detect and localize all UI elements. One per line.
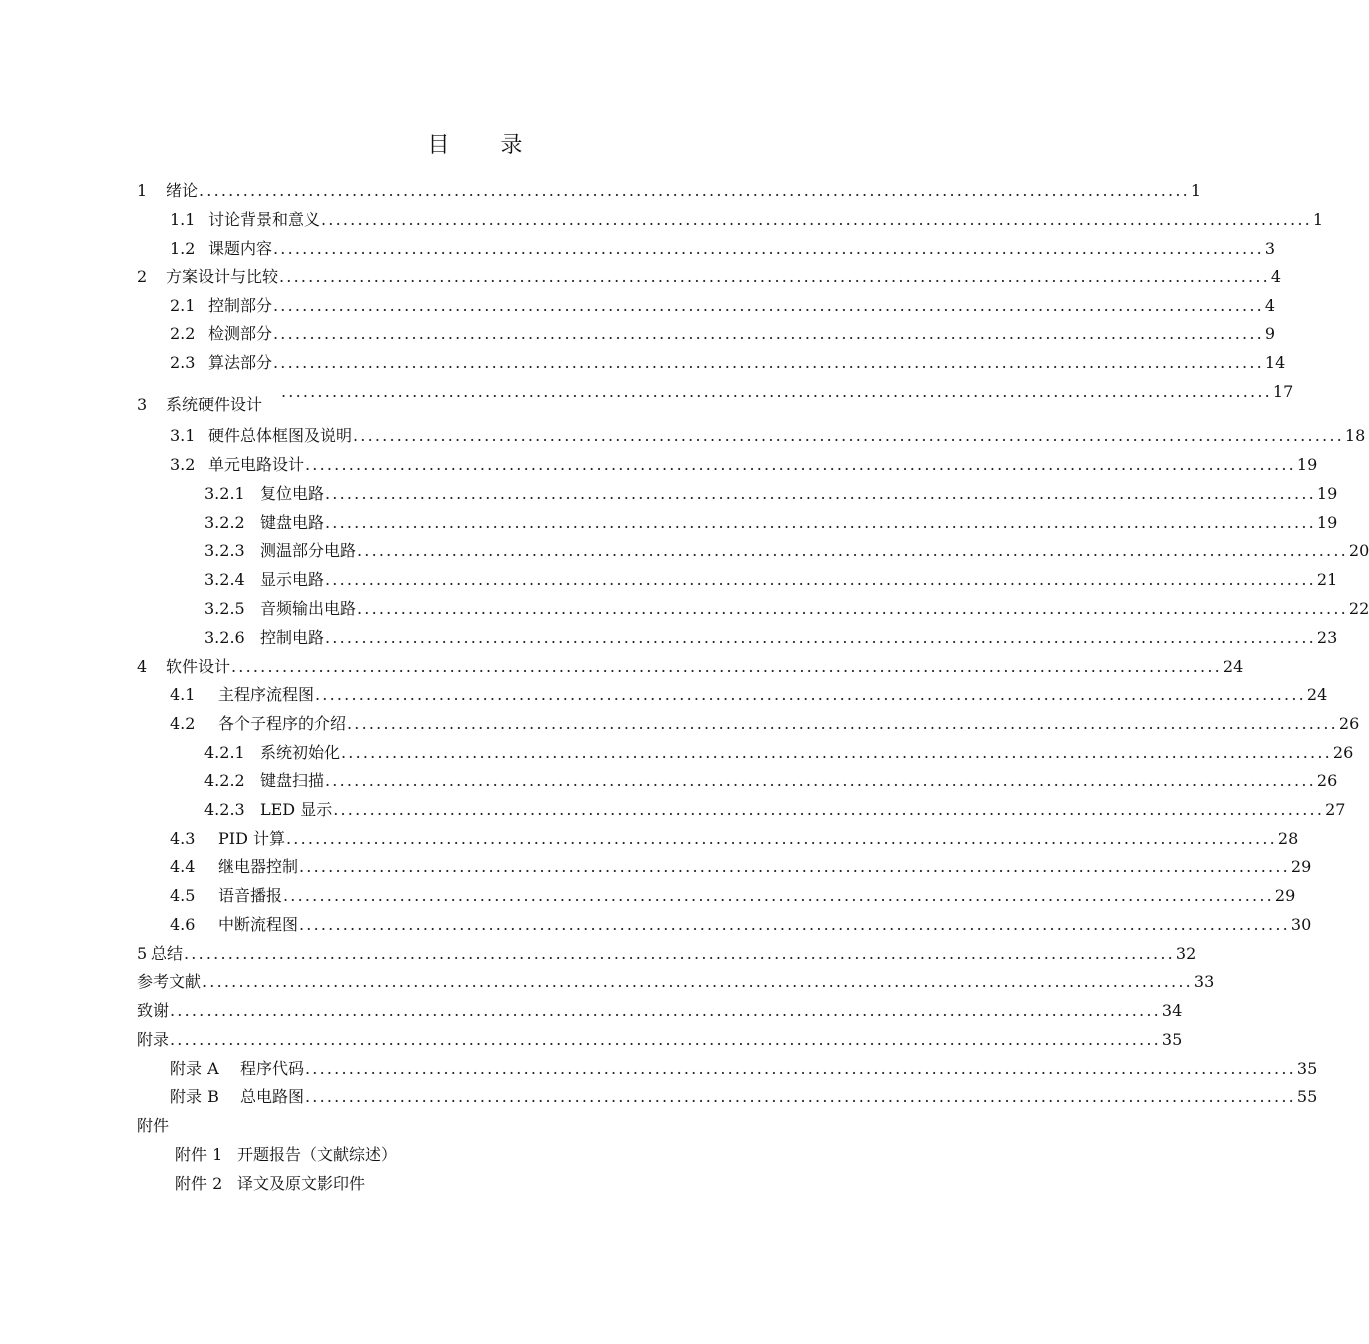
toc-entry-number: 2.3 xyxy=(170,353,196,372)
toc-entry-page: 19 xyxy=(1316,513,1338,532)
toc-entry-text: 课题内容 xyxy=(208,239,273,258)
toc-entry-page: 32 xyxy=(1175,944,1197,963)
toc-entry-text: 程序代码 xyxy=(240,1059,305,1078)
toc-entry-number: 4.2.2 xyxy=(204,771,245,790)
toc-entry xyxy=(170,857,1312,877)
toc-entry-page: 33 xyxy=(1193,972,1215,991)
toc-entry xyxy=(170,353,1286,373)
toc-leader-dots: ........................................................................................................................................ xyxy=(184,944,1175,963)
toc-entry-label xyxy=(204,599,356,619)
attachment-number: 附件 1 xyxy=(175,1145,223,1164)
toc-entry xyxy=(170,1087,1318,1107)
attachment-text: 开题报告（文献综述） xyxy=(237,1145,398,1164)
toc-entry-page: 19 xyxy=(1296,455,1318,474)
toc-entry xyxy=(137,972,1215,992)
toc-entry-label xyxy=(137,181,198,201)
toc-leader-dots: ........................................................................................................................................ xyxy=(273,324,1264,343)
attachment-item xyxy=(175,1174,365,1194)
toc-entry-number: 3.2 xyxy=(170,455,196,474)
toc-entry-page: 26 xyxy=(1332,743,1354,762)
toc-entry xyxy=(137,267,1282,287)
toc-leader-dots: ........................................................................................................................................ xyxy=(325,513,1316,532)
toc-entry-page: 9 xyxy=(1264,324,1276,343)
toc-entry-text: 系统硬件设计 xyxy=(166,395,263,414)
toc-leader-dots: ........................................................................................................................................ xyxy=(333,800,1325,819)
toc-leader-dots: ........................................................................................................................................ xyxy=(325,484,1316,503)
toc-entry-text: 总电路图 xyxy=(240,1087,305,1106)
toc-entry-text: 致谢 xyxy=(137,1001,170,1020)
toc-entry-text: 显示电路 xyxy=(260,570,325,589)
toc-entry-label xyxy=(204,628,324,648)
toc-entry-page: 35 xyxy=(1161,1030,1183,1049)
toc-entry-text: 方案设计与比较 xyxy=(166,267,279,286)
toc-entry-page: 21 xyxy=(1316,570,1338,589)
toc-entry-number: 4.4 xyxy=(170,857,196,876)
toc-leader-dots: ........................................................................................................................................ xyxy=(305,1059,1296,1078)
toc-entry xyxy=(137,1030,1183,1050)
toc-entry xyxy=(170,210,1324,230)
toc-entry-text: 检测部分 xyxy=(208,324,273,343)
toc-entry-label xyxy=(170,324,272,344)
toc-entry-number: 4.2.1 xyxy=(204,743,245,762)
toc-entry-label xyxy=(170,829,285,849)
toc-entry-number: 1.2 xyxy=(170,239,196,258)
toc-entry-text: 主程序流程图 xyxy=(218,685,315,704)
toc-entry-label xyxy=(204,743,340,763)
toc-entry-number: 4.6 xyxy=(170,915,196,934)
toc-entry-page: 4 xyxy=(1264,296,1276,315)
toc-entry xyxy=(204,570,1338,590)
toc-entry-number: 4.5 xyxy=(170,886,196,905)
toc-leader-dots: ........................................................................................................................................ xyxy=(273,296,1264,315)
toc-entry-page: 27 xyxy=(1325,800,1346,819)
toc-entry-label xyxy=(204,484,324,504)
toc-entry xyxy=(137,944,1197,964)
toc-leader-dots: ........................................................................................................................................ xyxy=(325,771,1316,790)
toc-entry-text: 硬件总体框图及说明 xyxy=(208,426,353,445)
toc-entry-label xyxy=(170,915,298,935)
toc-entry-page: 30 xyxy=(1290,915,1312,934)
toc-leader-dots: ........................................................................................................................................ xyxy=(325,570,1316,589)
toc-leader-dots: ........................................................................................................................................ xyxy=(279,267,1270,286)
toc-entry-number: 4.3 xyxy=(170,829,196,848)
toc-leader-dots: ........................................................................................................................................ xyxy=(325,628,1316,647)
toc-leader-dots: ........................................................................................................................................ xyxy=(231,657,1222,676)
toc-entry-label xyxy=(137,972,201,992)
toc-entry xyxy=(170,426,1366,446)
toc-entry-text: 附录 xyxy=(137,1030,170,1049)
toc-leader-dots: ........................................................................................................................................ xyxy=(170,1001,1161,1020)
toc-entry-label xyxy=(137,944,183,964)
toc-entry-page: 24 xyxy=(1222,657,1244,676)
toc-leader-dots: ........................................................................................................................................ xyxy=(286,829,1277,848)
toc-entry-label xyxy=(170,455,304,475)
toc-entry-text: 音频输出电路 xyxy=(260,599,357,618)
toc-leader-dots: ........................................................................................................................................ xyxy=(305,1087,1296,1106)
toc-entry-number: 2.2 xyxy=(170,324,196,343)
toc-entry-number: 1.1 xyxy=(170,210,196,229)
toc-entry-label xyxy=(170,714,346,734)
toc-entry-number: 3.2.4 xyxy=(204,570,245,589)
toc-entry-label xyxy=(170,210,320,230)
toc-entry-text: 算法部分 xyxy=(208,353,273,372)
toc-entry xyxy=(170,296,1276,316)
toc-entry-label xyxy=(204,771,324,791)
toc-entry-number: 2 xyxy=(137,267,148,286)
toc-entry-label xyxy=(170,239,272,259)
toc-entry-number: 2.1 xyxy=(170,296,196,315)
toc-leader-dots: ........................................................................................................................................ xyxy=(305,455,1296,474)
attachment-text: 译文及原文影印件 xyxy=(237,1174,366,1193)
toc-entry-page: 1 xyxy=(1312,210,1324,229)
toc-entry-page: 17 xyxy=(1272,382,1294,401)
toc-leader-dots: ........................................................................................................................................ xyxy=(353,426,1344,445)
toc-entry-label xyxy=(137,1001,169,1021)
toc-entry xyxy=(170,455,1318,475)
toc-entry-number: 4 xyxy=(137,657,148,676)
toc-entry xyxy=(137,181,1202,201)
toc-entry xyxy=(204,541,1369,561)
toc-entry-text: 控制电路 xyxy=(260,628,325,647)
toc-entry-number: 3.2.6 xyxy=(204,628,245,647)
toc-entry-text: 键盘电路 xyxy=(260,513,325,532)
toc-leader-dots: ........................................................................................................................................ xyxy=(347,714,1338,733)
toc-entry-text: 参考文献 xyxy=(137,972,202,991)
toc-entry-text: 语音播报 xyxy=(218,886,283,905)
toc-entry xyxy=(170,915,1312,935)
attachment-item xyxy=(175,1145,397,1165)
toc-entry-page: 34 xyxy=(1161,1001,1183,1020)
toc-entry xyxy=(204,513,1338,533)
toc-entry-label xyxy=(170,685,314,705)
toc-entry-text: 总结 xyxy=(151,944,184,963)
toc-entry xyxy=(204,800,1346,820)
toc-entry-number: 3 xyxy=(137,395,148,414)
toc-entry-page: 18 xyxy=(1344,426,1366,445)
toc-entry-number: 4.1 xyxy=(170,685,196,704)
toc-leader-dots: ........................................................................................................................................ xyxy=(281,382,1272,401)
toc-entry xyxy=(137,1001,1183,1021)
toc-entry-text: 继电器控制 xyxy=(218,857,299,876)
toc-entry xyxy=(170,829,1299,849)
toc-entry xyxy=(204,743,1354,763)
toc-leader-dots: ........................................................................................................................................ xyxy=(199,181,1190,200)
toc-entry xyxy=(204,771,1338,791)
toc-leader-dots: ........................................................................................................................................ xyxy=(315,685,1306,704)
toc-entry-text: 控制部分 xyxy=(208,296,273,315)
toc-entry-page: 3 xyxy=(1264,239,1276,258)
toc-entry-number: 附录 A xyxy=(170,1059,219,1078)
toc-entry-page: 29 xyxy=(1290,857,1312,876)
toc-leader-dots: ........................................................................................................................................ xyxy=(202,972,1193,991)
toc-entry-text: LED 显示 xyxy=(260,800,333,819)
toc-entry-page: 26 xyxy=(1338,714,1360,733)
toc-title: 目 录 xyxy=(427,133,545,158)
toc-entry-label xyxy=(170,296,272,316)
toc-entry-label xyxy=(170,353,272,373)
toc-entry-label xyxy=(170,1059,304,1079)
toc-entry-page: 20 xyxy=(1348,541,1369,560)
toc-entry-number: 3.2.2 xyxy=(204,513,245,532)
toc-entry-leader xyxy=(280,382,1294,402)
toc-entry-number: 3.2.5 xyxy=(204,599,245,618)
toc-entry-page: 35 xyxy=(1296,1059,1318,1078)
toc-entry-label xyxy=(170,857,298,877)
toc-entry xyxy=(204,599,1369,619)
toc-entry-number: 3.1 xyxy=(170,426,196,445)
toc-entry xyxy=(170,324,1276,344)
toc-entry xyxy=(204,484,1338,504)
toc-entry-label xyxy=(137,267,278,287)
toc-leader-dots: ........................................................................................................................................ xyxy=(273,353,1264,372)
toc-entry-page: 29 xyxy=(1274,886,1296,905)
toc-entry-label xyxy=(137,395,262,415)
toc-entry-text: 各个子程序的介绍 xyxy=(218,714,347,733)
toc-entry-page: 26 xyxy=(1316,771,1338,790)
toc-entry-number: 附录 B xyxy=(170,1087,219,1106)
toc-entry-text: 中断流程图 xyxy=(218,915,299,934)
toc-entry-page: 14 xyxy=(1264,353,1286,372)
toc-leader-dots: ........................................................................................................................................ xyxy=(299,857,1290,876)
toc-entry xyxy=(170,714,1360,734)
toc-entry-label xyxy=(137,657,230,677)
toc-entry-number: 5 xyxy=(137,944,148,963)
toc-leader-dots: ........................................................................................................................................ xyxy=(170,1030,1161,1049)
toc-entry-text: PID 计算 xyxy=(218,829,286,848)
toc-entry-page: 1 xyxy=(1190,181,1202,200)
toc-entry-label xyxy=(170,886,282,906)
toc-entry xyxy=(170,239,1276,259)
toc-entry-text: 复位电路 xyxy=(260,484,325,503)
toc-entry-page: 22 xyxy=(1348,599,1369,618)
toc-entry-label xyxy=(137,1030,169,1050)
attachments-heading: 附件 xyxy=(137,1116,170,1135)
toc-entry-number: 1 xyxy=(137,181,148,200)
toc-entry-number: 3.2.1 xyxy=(204,484,245,503)
toc-entry-label xyxy=(170,1087,304,1107)
toc-entry-page: 24 xyxy=(1306,685,1328,704)
toc-entry-number: 4.2.3 xyxy=(204,800,245,819)
toc-entry-label xyxy=(170,426,352,446)
toc-entry-page: 28 xyxy=(1277,829,1299,848)
toc-leader-dots: ........................................................................................................................................ xyxy=(273,239,1264,258)
toc-entry-label xyxy=(204,541,356,561)
attachment-number: 附件 2 xyxy=(175,1174,223,1193)
toc-entry-label xyxy=(204,570,324,590)
toc-entry-text: 绪论 xyxy=(166,181,199,200)
toc-leader-dots: ........................................................................................................................................ xyxy=(357,541,1348,560)
toc-entry-text: 键盘扫描 xyxy=(260,771,325,790)
toc-entry-page: 23 xyxy=(1316,628,1338,647)
toc-entry-text: 测温部分电路 xyxy=(260,541,357,560)
toc-entry-page: 55 xyxy=(1296,1087,1318,1106)
toc-entry-label xyxy=(204,513,324,533)
toc-leader-dots: ........................................................................................................................................ xyxy=(357,599,1348,618)
toc-entry xyxy=(170,886,1296,906)
toc-entry xyxy=(137,657,1244,677)
toc-leader-dots: ........................................................................................................................................ xyxy=(283,886,1274,905)
toc-entry xyxy=(204,628,1338,648)
toc-entry-text: 讨论背景和意义 xyxy=(208,210,321,229)
toc-entry-page: 19 xyxy=(1316,484,1338,503)
toc-entry-text: 软件设计 xyxy=(166,657,231,676)
toc-leader-dots: ........................................................................................................................................ xyxy=(341,743,1332,762)
toc-entry-text: 单元电路设计 xyxy=(208,455,305,474)
toc-entry-page: 4 xyxy=(1270,267,1282,286)
toc-entry-label xyxy=(204,800,332,820)
toc-entry-number: 4.2 xyxy=(170,714,196,733)
toc-leader-dots: ........................................................................................................................................ xyxy=(321,210,1312,229)
toc-entry xyxy=(170,685,1328,705)
toc-entry-number: 3.2.3 xyxy=(204,541,245,560)
toc-entry xyxy=(170,1059,1318,1079)
toc-entry-text: 系统初始化 xyxy=(260,743,341,762)
toc-leader-dots: ........................................................................................................................................ xyxy=(299,915,1290,934)
